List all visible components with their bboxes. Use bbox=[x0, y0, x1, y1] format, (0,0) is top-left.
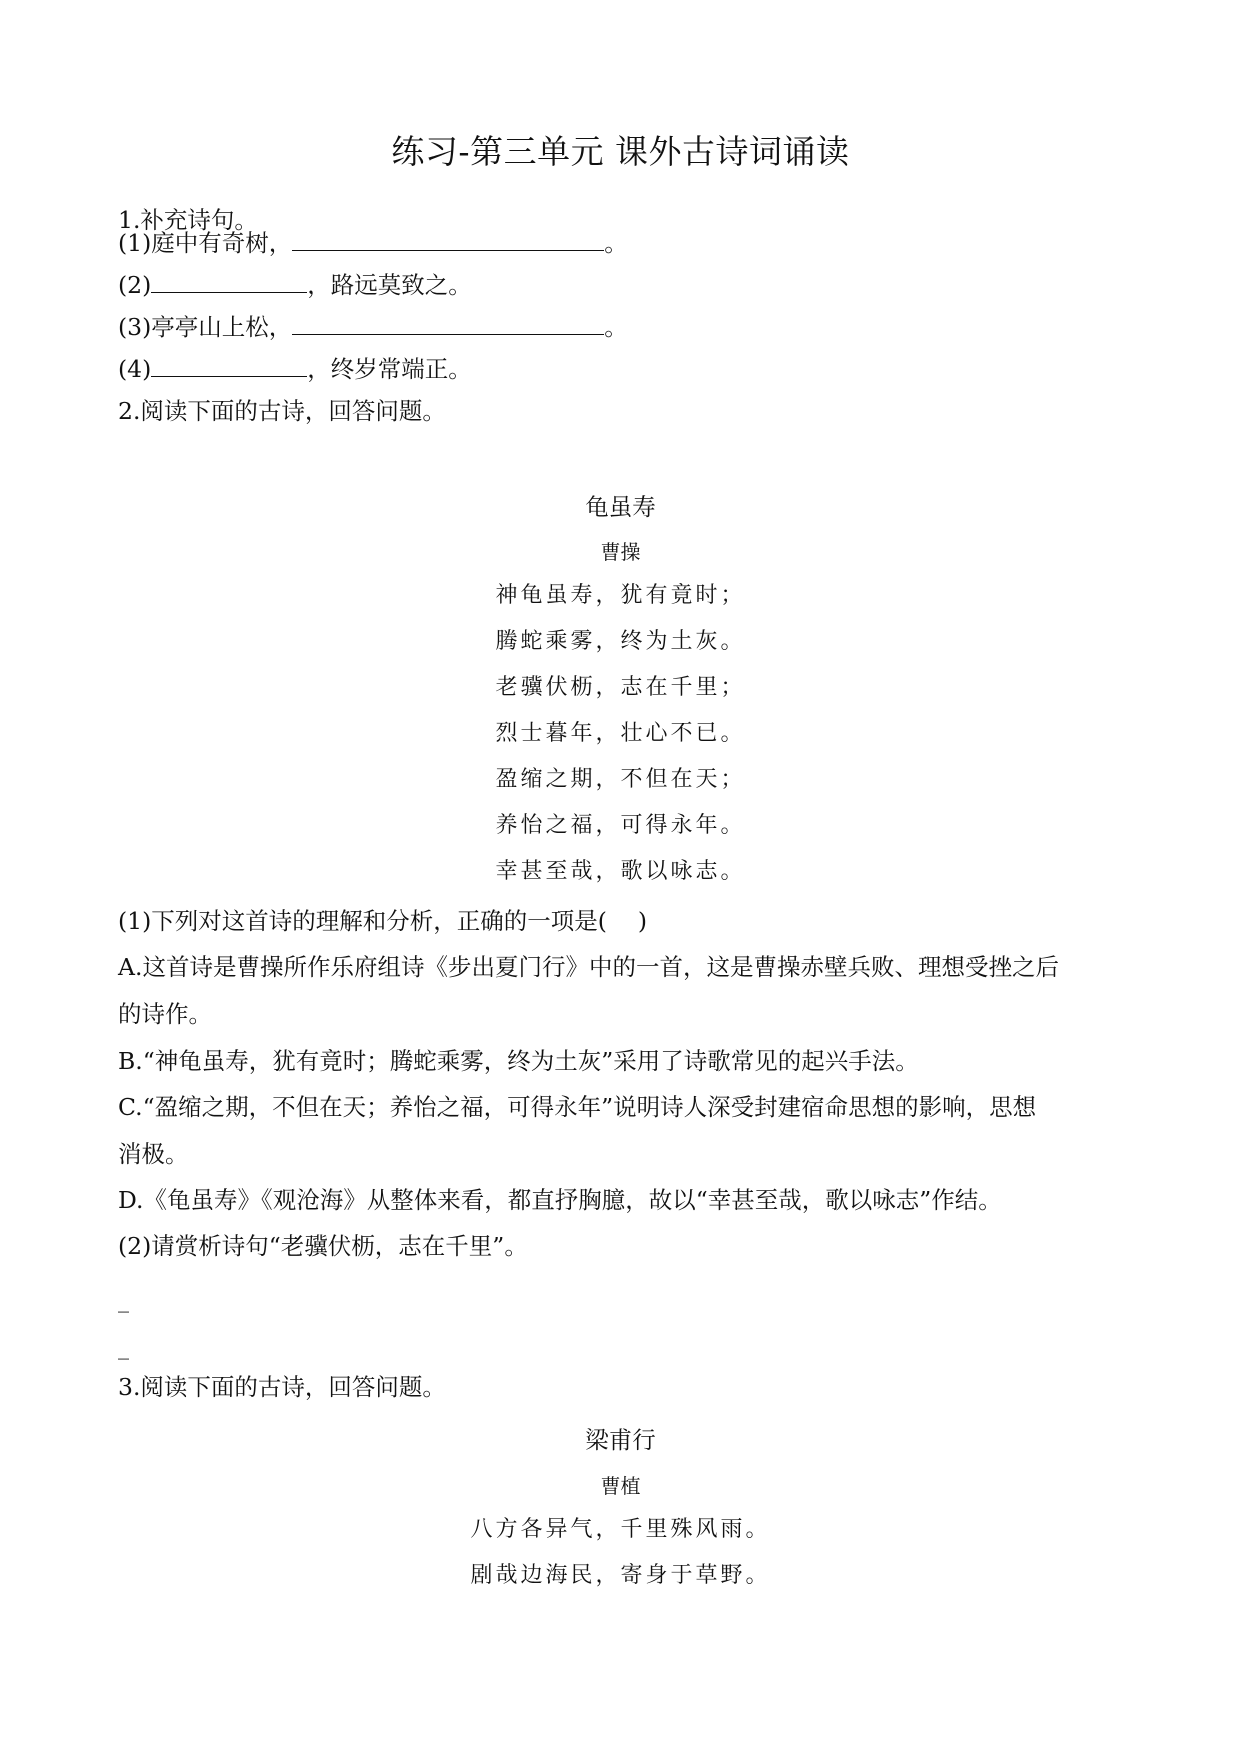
q2-sub2: (2)请赏析诗句“老骥伏枥，志在千里”。 bbox=[118, 1232, 528, 1260]
q2-heading: 2.阅读下面的古诗，回答问题。 bbox=[118, 397, 446, 425]
q1-heading: 1.补充诗句。 bbox=[118, 206, 258, 234]
q3-heading: 3.阅读下面的古诗，回答问题。 bbox=[118, 1373, 446, 1401]
option-a: A.这首诗是曹操所作乐府组诗《步出夏门行》中的一首，这是曹操赤壁兵败、理想受挫之后 bbox=[118, 953, 1059, 981]
q1-item-1 bbox=[118, 226, 1128, 260]
q1-item-3 bbox=[118, 310, 1128, 344]
poem-title: 梁甫行 bbox=[585, 1426, 656, 1454]
poem-line: 烈士暮年，壮心不已。 bbox=[495, 721, 746, 746]
poem-title: 龟虽寿 bbox=[585, 493, 656, 521]
q1-item-1-suffix: 。 bbox=[604, 229, 628, 257]
poem-line: 剧哉边海民，寄身于草野。 bbox=[470, 1563, 771, 1588]
q1-item-2-prefix: (2) bbox=[118, 271, 152, 299]
answer-blank[interactable] bbox=[292, 228, 604, 251]
answer-blank[interactable] bbox=[151, 354, 307, 377]
answer-blank[interactable] bbox=[292, 312, 604, 335]
q1-item-4-prefix: (4) bbox=[118, 355, 152, 383]
answer-line[interactable]: _ bbox=[118, 1288, 129, 1313]
answer-blank[interactable] bbox=[151, 270, 307, 293]
option-c: C.“盈缩之期，不但在天；养怡之福，可得永年”说明诗人深受封建宿命思想的影响，思想 bbox=[118, 1093, 1037, 1121]
q1-item-1-prefix: (1)庭中有奇树， bbox=[118, 229, 293, 257]
option-a-cont: 的诗作。 bbox=[118, 1000, 212, 1028]
page-title: 练习-第三单元 课外古诗词诵读 bbox=[391, 132, 850, 171]
answer-line[interactable]: _ bbox=[118, 1335, 129, 1360]
q2-sub1: (1)下列对这首诗的理解和分析，正确的一项是( ) bbox=[118, 907, 648, 935]
poem-author: 曹植 bbox=[600, 1474, 641, 1498]
poem-line: 养怡之福，可得永年。 bbox=[495, 813, 746, 838]
q1-item-3-prefix: (3)亭亭山上松， bbox=[118, 313, 293, 341]
poem-author: 曹操 bbox=[600, 540, 641, 564]
option-b: B.“神龟虽寿，犹有竟时；腾蛇乘雾，终为土灰”采用了诗歌常见的起兴手法。 bbox=[118, 1047, 919, 1075]
poem-line: 老骥伏枥，志在千里； bbox=[495, 675, 746, 700]
option-d: D.《龟虽寿》《观沧海》从整体来看，都直抒胸臆，故以“幸甚至哉，歌以咏志”作结。 bbox=[118, 1186, 1002, 1214]
poem-line: 盈缩之期，不但在天； bbox=[495, 767, 746, 792]
poem-line: 腾蛇乘雾，终为土灰。 bbox=[495, 629, 746, 654]
poem-line: 八方各异气，千里殊风雨。 bbox=[470, 1517, 771, 1542]
poem-line: 神龟虽寿，犹有竟时； bbox=[495, 583, 746, 608]
q1-item-2-suffix: ，路远莫致之。 bbox=[307, 271, 472, 299]
q1-item-4 bbox=[118, 352, 1128, 386]
q1-item-2 bbox=[118, 268, 1128, 302]
option-c-cont: 消极。 bbox=[118, 1140, 189, 1168]
q1-item-4-suffix: ，终岁常端正。 bbox=[307, 355, 472, 383]
poem-line: 幸甚至哉，歌以咏志。 bbox=[495, 859, 746, 884]
q1-item-3-suffix: 。 bbox=[604, 313, 628, 341]
